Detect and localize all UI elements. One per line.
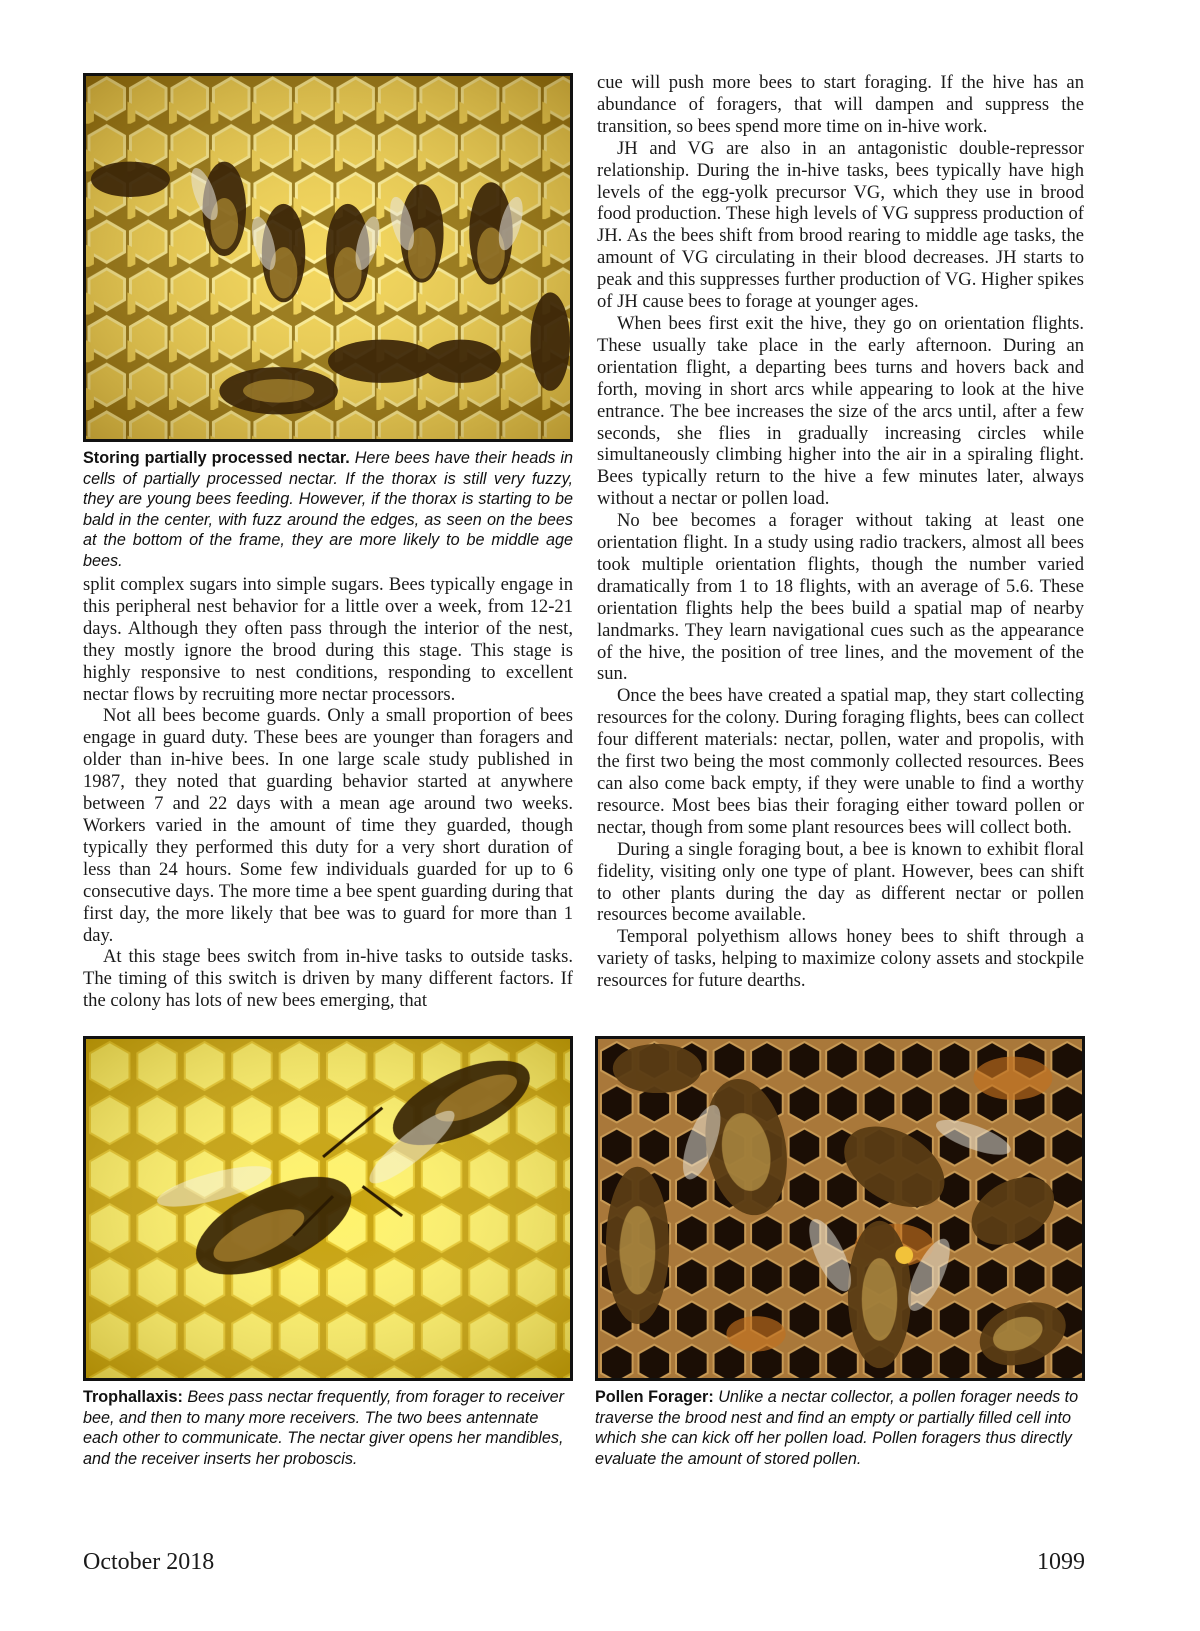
caption-storing-nectar [83, 448, 573, 571]
caption-title: Storing partially processed nectar. [83, 449, 350, 467]
caption-pollen-forager [595, 1387, 1085, 1469]
caption-trophallaxis [83, 1387, 573, 1469]
paragraph: When bees first exit the hive, they go on orientation flights. These usually take place in the early afternoon. During an orientation flight, a departing bees turns and hovers back and forth, moving in short arcs while appearing to look at the hive entrance. The bee increases the size of the arcs until, after a few seconds, she flies in gradually increasing circles while simultaneously climbing higher into the air in a spiraling flight. Bees typically return to the hive a few minutes later, always without a nectar or pollen load. [597, 312, 1084, 510]
paragraph: No bee becomes a forager without taking at least one orientation flight. In a study using radio trackers, almost all bees took multiple orientation flights, though the number varied dramatically from 1 to 18 flights, with an average of 5.6. These orientation flights help the bees build a spatial map of nearby landmarks. They learn navigational cues such as the appearance of the hive, the position of tree lines, and the movement of the sun. [597, 510, 1084, 685]
paragraph: At this stage bees switch from in-hive tasks to outside tasks. The timing of this switch is driven by many different factors. If the colony has lots of new bees emerging, that [83, 946, 573, 1012]
photo-trophallaxis [83, 1036, 573, 1381]
photo-pollen-forager [595, 1036, 1085, 1381]
paragraph: Not all bees become guards. Only a small proportion of bees engage in guard duty. These bees are younger than foragers and older than in-hive bees. In one large scale study published in 1987, they noted that guarding behavior started at anywhere between 7 and 22 days with a mean age around two weeks. Workers varied in the amount of time they guarded, though typically they performed this duty for a very short duration of less than 24 hours. Some few individuals guarded for up to 6 consecutive days. The more time a bee spent guarding during that first day, the more likely that bee was to guard for more than 1 day. [83, 705, 573, 946]
photo-storing-nectar [83, 73, 573, 442]
paragraph: Temporal polyethism allows honey bees to shift through a variety of tasks, helping to maximize colony assets and stockpile resources for future dearths. [597, 926, 1084, 992]
paragraph: JH and VG are also in an antagonistic double-repressor relationship. During the in-hive tasks, bees typically have high levels of the egg-yolk precursor VG, which they use in brood food production. These high levels of VG suppress production of JH. As the bees shift from brood rearing to middle age tasks, the amount of VG circulating in their blood decreases. JH starts to peak and this suppresses further production of VG. Higher spikes of JH cause bees to forage at younger ages. [597, 137, 1084, 313]
caption-body: Unlike a nectar collector, a pollen forager needs to traverse the brood nest and find an empty or partially filled cell into which she can kick off her pollen load. Pollen foragers thus directly evaluate the amount of stored pollen. [595, 1388, 1079, 1468]
paragraph: cue will push more bees to start foraging. If the hive has an abundance of foragers, that will dampen and suppress the transition, so bees spend more time on in-hive work. [597, 72, 1084, 137]
caption-body: Bees pass nectar frequently, from forager to receiver bee, and then to many more receivers. The two bees antennate each other to communicate. The nectar giver opens her mandibles, and the receiver inserts her proboscis. [83, 1388, 565, 1468]
footer-date: October 2018 [83, 1549, 215, 1575]
left-text-column [83, 574, 573, 1012]
caption-body: Here bees have their heads in cells of partially processed nectar. If the thorax is still very fuzzy, they are young bees feeding. However, if the thorax is starting to be bald in the center, with fuzz around the edges, as seen on the bees at the bottom of the frame, they are more likely to be middle age bees. [83, 449, 573, 570]
page-number: 1099 [1037, 1549, 1085, 1575]
paragraph: Once the bees have created a spatial map, they start collecting resources for the colony. During foraging flights, bees can collect four different materials: nectar, pollen, water and propolis, with the first two being the most commonly collected resources. Bees can also come back empty, if they were unable to find a worthy resource. Most bees bias their foraging either toward pollen or nectar, though from some plant resources bees will collect both. [597, 685, 1084, 838]
right-text-column [597, 72, 1084, 992]
caption-title: Trophallaxis: [83, 1388, 183, 1406]
paragraph: split complex sugars into simple sugars. Bees typically engage in this peripheral nest behavior for a little over a week, from 12-21 days. Although they often pass through the interior of the nest, they mostly ignore the brood during this stage. This stage is highly responsive to nest conditions, responding to excellent nectar flows by recruiting more nectar processors. [83, 574, 573, 705]
caption-title: Pollen Forager: [595, 1388, 714, 1406]
paragraph: During a single foraging bout, a bee is known to exhibit floral fidelity, visiting only one type of plant. However, bees can shift to other plants during the day as different nectar or pollen resources become available. [597, 838, 1084, 926]
